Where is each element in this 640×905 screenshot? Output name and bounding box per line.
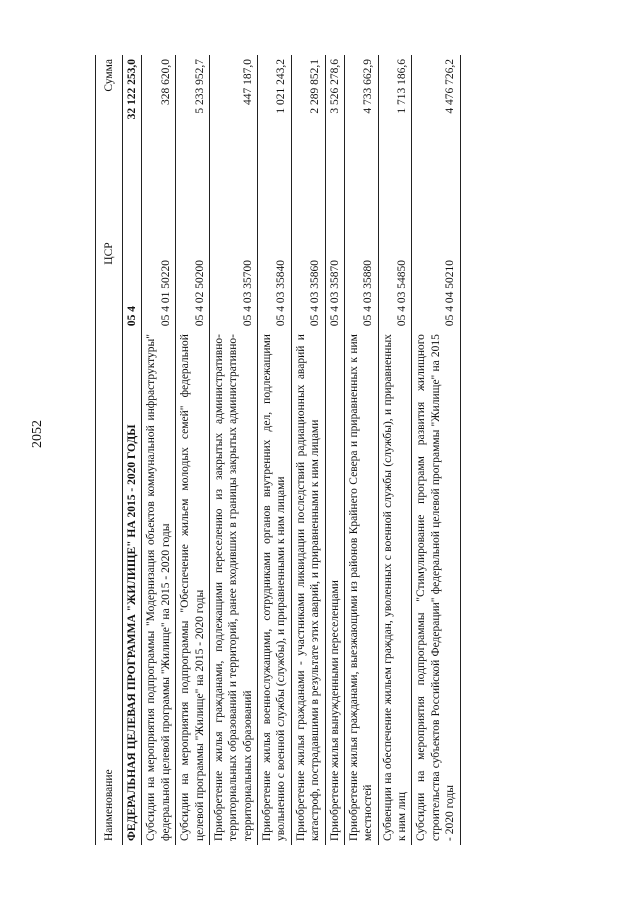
row-sum-cell: 32 122 253,0 bbox=[123, 55, 142, 177]
table-body bbox=[123, 55, 461, 845]
row-csr-cell: 05 4 bbox=[123, 177, 142, 330]
row-name-cell: ФЕДЕРАЛЬНАЯ ЦЕЛЕВАЯ ПРОГРАММА "ЖИЛИЩЕ" НА 2015 - 2020 ГОДЫ bbox=[123, 330, 142, 845]
table-row bbox=[209, 55, 257, 845]
header-sum: Сумма bbox=[96, 55, 123, 177]
table-row bbox=[176, 55, 210, 845]
row-csr-cell: 05 4 04 50210 bbox=[412, 177, 460, 330]
row-name-cell: Приобретение жилья гражданами - участниками ликвидации последствий радиационных аварий и катастроф, пострадавшими в результате этих аварий, и приравненными к ним лицами bbox=[291, 330, 325, 845]
table-row bbox=[325, 55, 344, 845]
row-name-cell: Субсидии на мероприятия подпрограммы "Обеспечение жильем молодых семей" федеральной целевой программы "Жилище" на 2015 - 2020 годы bbox=[176, 330, 210, 845]
table-row bbox=[258, 55, 292, 845]
row-name-cell: Приобретение жилья военнослужащими, сотрудниками органов внутренних дел, подлежащими увольнению с военной службы (службы), и приравненными к ним лицами bbox=[258, 330, 292, 845]
table-row bbox=[412, 55, 460, 845]
budget-table-container bbox=[95, 55, 461, 845]
row-csr-cell: 05 4 03 35860 bbox=[291, 177, 325, 330]
page-number: 2052 bbox=[30, 420, 45, 448]
row-name-cell: Субвенции на обеспечение жильем граждан, уволенных с военной службы (службы), и приравненных к ним лиц bbox=[378, 330, 412, 845]
row-sum-cell: 1 021 243,2 bbox=[258, 55, 292, 177]
row-csr-cell: 05 4 03 54850 bbox=[378, 177, 412, 330]
header-csr: ЦСР bbox=[96, 177, 123, 330]
row-csr-cell: 05 4 01 50220 bbox=[142, 177, 176, 330]
table-row bbox=[344, 55, 378, 845]
table-row bbox=[123, 55, 142, 845]
table-row bbox=[142, 55, 176, 845]
header-name: Наименование bbox=[96, 330, 123, 845]
row-csr-cell: 05 4 03 35880 bbox=[344, 177, 378, 330]
row-sum-cell: 1 713 186,6 bbox=[378, 55, 412, 177]
row-name-cell: Приобретение жилья гражданами, подлежащими переселению из закрытых административно-территориальных образований и территорий, ранее входивших в границы закрытых административно-территориальных образований bbox=[209, 330, 257, 845]
row-sum-cell: 5 233 952,7 bbox=[176, 55, 210, 177]
budget-table bbox=[95, 55, 461, 845]
row-name-cell: Приобретение жилья гражданами, выезжающими из районов Крайнего Севера и приравненных к ним местностей bbox=[344, 330, 378, 845]
row-name-cell: Приобретение жилья вынужденными переселенцами bbox=[325, 330, 344, 845]
row-name-cell: Субсидии на мероприятия подпрограммы "Модернизация объектов коммунальной инфраструктуры" федеральной целевой программы "Жилище" на 2015 - 2020 годы bbox=[142, 330, 176, 845]
row-sum-cell: 2 289 852,1 bbox=[291, 55, 325, 177]
table-row bbox=[378, 55, 412, 845]
row-sum-cell: 328 620,0 bbox=[142, 55, 176, 177]
table-header-row bbox=[96, 55, 123, 845]
row-csr-cell: 05 4 03 35700 bbox=[209, 177, 257, 330]
table-row bbox=[291, 55, 325, 845]
row-sum-cell: 3 526 278,6 bbox=[325, 55, 344, 177]
row-sum-cell: 4 476 726,2 bbox=[412, 55, 460, 177]
row-sum-cell: 447 187,0 bbox=[209, 55, 257, 177]
row-csr-cell: 05 4 03 35870 bbox=[325, 177, 344, 330]
row-sum-cell: 4 733 662,9 bbox=[344, 55, 378, 177]
row-csr-cell: 05 4 02 50200 bbox=[176, 177, 210, 330]
row-csr-cell: 05 4 03 35840 bbox=[258, 177, 292, 330]
row-name-cell: Субсидии на мероприятия подпрограммы "Стимулирование программ развития жилищного строительства субъектов Российской Федерации" федеральной целевой программы "Жилище" на 2015 - 2020 годы bbox=[412, 330, 460, 845]
